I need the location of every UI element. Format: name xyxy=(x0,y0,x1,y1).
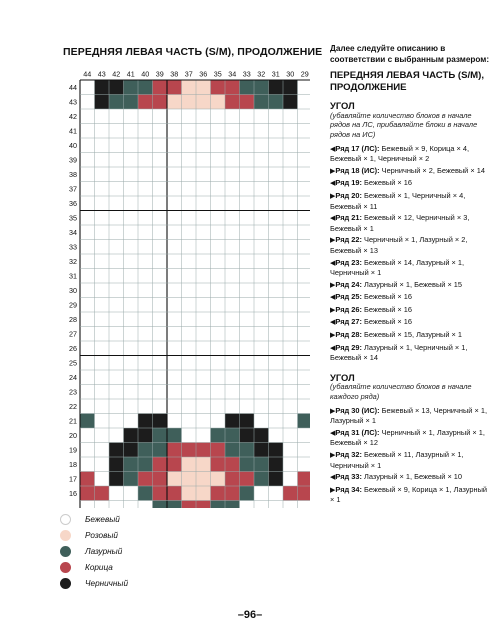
row-instruction xyxy=(330,191,490,211)
chart-cell xyxy=(124,80,139,95)
left-row-number: 42 xyxy=(69,111,77,121)
left-row-number: 32 xyxy=(69,256,77,266)
chart-cell xyxy=(196,486,211,501)
left-row-number: 43 xyxy=(69,97,77,107)
chart-cell xyxy=(225,414,240,429)
legend-label: Корица xyxy=(85,562,113,572)
left-row-number: 22 xyxy=(69,401,77,411)
row-instruction xyxy=(330,472,490,483)
chart-cell xyxy=(182,486,197,501)
row-text: Бежевый × 1, Черничный × 4, Бежевый × 11 xyxy=(330,190,466,211)
corner-note: (убавляйте количество блоков в начале каждого ряда) xyxy=(330,382,472,402)
top-column-number: 39 xyxy=(155,69,164,79)
row-instruction xyxy=(330,280,490,291)
chart-cell xyxy=(153,95,168,110)
chart-cell xyxy=(196,501,211,509)
chart-cell xyxy=(109,457,124,472)
chart-cell xyxy=(196,80,211,95)
row-instruction xyxy=(330,330,490,341)
chart-cell xyxy=(153,80,168,95)
row-instruction xyxy=(330,428,490,448)
chart-cell xyxy=(269,443,284,458)
knitting-chart xyxy=(60,66,310,508)
chart-cell xyxy=(182,457,197,472)
row-label: Ряд 26: xyxy=(335,304,362,314)
left-row-number: 18 xyxy=(69,459,77,469)
left-row-number: 34 xyxy=(69,227,77,237)
arrow-left-icon: ◀ xyxy=(330,215,336,223)
row-text: Бежевый × 16 xyxy=(361,304,412,314)
left-row-number: 30 xyxy=(69,285,77,295)
row-instruction xyxy=(330,305,490,316)
left-row-number: 28 xyxy=(69,314,77,324)
chart-cell xyxy=(240,486,255,501)
chart-cell xyxy=(167,95,182,110)
arrow-right-icon: ▶ xyxy=(330,167,336,175)
chart-cell xyxy=(298,414,311,429)
chart-cell xyxy=(182,501,197,509)
chart-cell xyxy=(254,457,269,472)
chart-cell xyxy=(211,443,226,458)
row-instruction xyxy=(330,144,490,164)
top-column-number: 30 xyxy=(286,69,295,79)
row-label: Ряд 19: xyxy=(335,178,362,188)
chart-cell xyxy=(211,501,226,509)
row-label: Ряд 34: xyxy=(335,484,362,494)
legend-item-lazurnyy xyxy=(60,544,122,558)
chart-cell xyxy=(80,472,95,487)
chart-cell xyxy=(153,457,168,472)
chart-cell xyxy=(138,443,153,458)
chart-cell xyxy=(138,457,153,472)
chart-cell xyxy=(283,486,298,501)
arrow-left-icon: ◀ xyxy=(330,474,336,482)
chart-cell xyxy=(269,95,284,110)
chart-cell xyxy=(283,95,298,110)
row-text: Лазурный × 1, Бежевый × 10 xyxy=(361,472,463,482)
chart-cell xyxy=(138,80,153,95)
row-text: Лазурный × 1, Черничный × 1, Бежевый × 14 xyxy=(330,342,468,363)
chart-cell xyxy=(211,80,226,95)
chart-cell xyxy=(124,457,139,472)
swatch-icon xyxy=(60,514,71,525)
chart-cell xyxy=(138,414,153,429)
row-label: Ряд 30 (ИС): xyxy=(335,405,380,415)
intro-text: Далее следуйте описанию в соответствии с выбранным размером: xyxy=(330,44,490,64)
chart-cell xyxy=(254,428,269,443)
row-label: Ряд 29: xyxy=(335,342,362,352)
left-row-number: 41 xyxy=(69,126,77,136)
row-instruction xyxy=(330,178,490,189)
chart-cell xyxy=(254,443,269,458)
swatch-icon xyxy=(60,530,71,541)
row-label: Ряд 18 (ИС): xyxy=(335,165,380,175)
chart-cell xyxy=(240,414,255,429)
section-title: ПЕРЕДНЯЯ ЛЕВАЯ ЧАСТЬ (S/M), ПРОДОЛЖЕНИЕ xyxy=(330,70,485,93)
arrow-left-icon: ◀ xyxy=(330,294,336,302)
chart-cell xyxy=(124,95,139,110)
arrow-right-icon: ▶ xyxy=(330,332,336,340)
left-row-number: 27 xyxy=(69,329,77,339)
chart-cell xyxy=(240,472,255,487)
chart-cell xyxy=(124,472,139,487)
row-label: Ряд 21: xyxy=(335,213,362,223)
corner-title: УГОЛ xyxy=(330,371,355,383)
chart-cell xyxy=(182,95,197,110)
chart-cell xyxy=(182,443,197,458)
top-column-number: 41 xyxy=(126,69,135,79)
chart-cell xyxy=(269,457,284,472)
left-row-number: 17 xyxy=(69,474,77,484)
chart-cell xyxy=(269,472,284,487)
left-row-number: 39 xyxy=(69,155,77,165)
swatch-icon xyxy=(60,546,71,557)
chart-cell xyxy=(138,472,153,487)
top-column-number: 32 xyxy=(257,69,266,79)
left-row-number: 33 xyxy=(69,242,77,252)
row-text: Лазурный × 1, Бежевый × 15 xyxy=(361,279,463,289)
chart-cell xyxy=(240,80,255,95)
chart-cell xyxy=(109,95,124,110)
arrow-right-icon: ▶ xyxy=(330,452,336,459)
chart-cell xyxy=(225,428,240,443)
row-text: Бежевый × 14, Лазурный × 1, Черничный × 1 xyxy=(330,257,465,278)
top-column-number: 31 xyxy=(271,69,280,79)
arrow-left-icon: ◀ xyxy=(330,180,336,188)
chart-cell xyxy=(124,443,139,458)
page-number: –96– xyxy=(237,609,263,621)
chart-cell xyxy=(80,414,95,429)
chart-cell xyxy=(225,80,240,95)
left-row-number: 31 xyxy=(69,271,77,281)
chart-cell xyxy=(124,428,139,443)
chart-cell xyxy=(109,443,124,458)
top-column-number: 43 xyxy=(97,69,106,79)
left-row-number: 40 xyxy=(69,140,77,150)
chart-cell xyxy=(240,457,255,472)
row-label: Ряд 27: xyxy=(335,317,362,327)
top-column-number: 34 xyxy=(228,69,237,79)
chart-cell xyxy=(225,457,240,472)
row-text: Бежевый × 12, Черничный × 3, Бежевый × 1 xyxy=(330,213,470,233)
chart-cell xyxy=(138,428,153,443)
chart-cell xyxy=(167,80,182,95)
row-text: Бежевый × 15, Лазурный × 1 xyxy=(361,330,463,340)
swatch-icon xyxy=(60,578,71,589)
chart-cell xyxy=(95,80,110,95)
chart-cell xyxy=(283,80,298,95)
chart-cell xyxy=(254,80,269,95)
chart-cell xyxy=(95,486,110,501)
top-column-number: 40 xyxy=(141,69,150,79)
chart-cell xyxy=(167,501,182,509)
chart-cell xyxy=(109,80,124,95)
chart-cell xyxy=(211,486,226,501)
row-label: Ряд 33: xyxy=(335,472,362,482)
row-instruction xyxy=(330,235,490,255)
chart-cell xyxy=(211,95,226,110)
left-row-number: 35 xyxy=(69,213,77,223)
row-text: Бежевый × 9, Корица × 1, Лазурный × 1 xyxy=(330,484,488,505)
arrow-right-icon: ▶ xyxy=(330,306,336,314)
row-text: Бежевый × 16 xyxy=(361,292,412,302)
row-label: Ряд 17 (ЛС): xyxy=(335,143,380,153)
left-row-number: 21 xyxy=(69,416,77,426)
chart-cell xyxy=(138,95,153,110)
left-row-number: 29 xyxy=(69,300,77,310)
top-column-number: 37 xyxy=(184,69,193,79)
chart-cell xyxy=(298,472,311,487)
row-text: Бежевый × 16 xyxy=(361,178,412,188)
chart-cell xyxy=(225,501,240,509)
row-text: Бежевый × 11, Лазурный × 1, Черничный × 1 xyxy=(330,450,464,470)
legend-item-bezhevyy xyxy=(60,512,120,526)
row-label: Ряд 23: xyxy=(335,257,362,267)
left-row-number: 16 xyxy=(69,488,77,498)
row-text: Черничный × 1, Лазурный × 1, Бежевый × 12 xyxy=(330,427,485,448)
row-instruction xyxy=(330,485,490,505)
chart-cell xyxy=(153,443,168,458)
row-instruction xyxy=(330,343,490,363)
chart-cell xyxy=(167,486,182,501)
chart-cell xyxy=(225,443,240,458)
left-row-number: 25 xyxy=(69,358,77,368)
chart-title: ПЕРЕДНЯЯ ЛЕВАЯ ЧАСТЬ (S/M), ПРОДОЛЖЕНИЕ xyxy=(63,46,323,58)
top-column-number: 44 xyxy=(83,69,92,79)
row-label: Ряд 25: xyxy=(335,292,362,302)
chart-cell xyxy=(254,472,269,487)
left-row-number: 19 xyxy=(69,445,77,455)
arrow-left-icon: ◀ xyxy=(330,429,336,437)
left-row-number: 38 xyxy=(69,169,77,179)
top-column-number: 29 xyxy=(300,69,309,79)
chart-cell xyxy=(211,472,226,487)
arrow-left-icon: ◀ xyxy=(330,319,336,327)
left-row-number: 24 xyxy=(69,372,77,382)
corner-title: УГОЛ xyxy=(330,100,355,112)
arrow-right-icon: ▶ xyxy=(330,281,336,289)
row-text: Бежевый × 9, Корица × 4, Бежевый × 1, Черничный × 2 xyxy=(330,143,470,164)
chart-cell xyxy=(196,472,211,487)
left-row-number: 26 xyxy=(69,343,77,353)
instructions-column xyxy=(330,44,490,506)
chart-cell xyxy=(240,428,255,443)
row-label: Ряд 32: xyxy=(335,450,362,459)
chart-cell xyxy=(240,95,255,110)
chart-cell xyxy=(225,486,240,501)
chart-cell xyxy=(269,80,284,95)
corner2-rows xyxy=(330,406,490,505)
chart-cell xyxy=(109,472,124,487)
chart-cell xyxy=(153,428,168,443)
row-text: Бежевый × 16 xyxy=(361,317,412,327)
chart-cell xyxy=(153,472,168,487)
chart-cell xyxy=(196,457,211,472)
legend-item-rozovyy xyxy=(60,528,118,542)
chart-cell xyxy=(80,486,95,501)
legend-item-chernichnyy xyxy=(60,576,128,590)
row-instruction xyxy=(330,406,490,426)
row-instruction xyxy=(330,450,490,470)
corner1-rows xyxy=(330,144,490,363)
left-row-number: 23 xyxy=(69,387,77,397)
arrow-right-icon: ▶ xyxy=(330,407,336,415)
legend-item-koritsa xyxy=(60,560,113,574)
chart-cell xyxy=(211,457,226,472)
chart-cell xyxy=(182,80,197,95)
chart-cell xyxy=(240,443,255,458)
legend-label: Бежевый xyxy=(85,514,120,524)
row-instruction xyxy=(330,213,490,233)
row-text: Бежевый × 13, Черничный × 1, Лазурный × 1 xyxy=(330,405,488,426)
row-label: Ряд 20: xyxy=(335,190,362,200)
swatch-icon xyxy=(60,562,71,573)
chart-cell xyxy=(153,486,168,501)
top-column-number: 38 xyxy=(170,69,179,79)
row-text: Черничный × 1, Лазурный × 2, Бежевый × 13 xyxy=(330,235,468,255)
row-instruction xyxy=(330,166,490,177)
chart-cell xyxy=(225,472,240,487)
corner-note: (убавляйте количество блоков в начале рядов на ЛС, прибавляйте блоки в начале рядов на ИС) xyxy=(330,110,478,139)
chart-cell xyxy=(196,95,211,110)
left-row-number: 37 xyxy=(69,184,77,194)
row-instruction xyxy=(330,292,490,303)
arrow-right-icon: ▶ xyxy=(330,192,336,200)
left-row-number: 44 xyxy=(69,82,77,92)
row-label: Ряд 24: xyxy=(335,279,362,289)
arrow-right-icon: ▶ xyxy=(330,237,336,245)
row-instruction xyxy=(330,317,490,328)
chart-cell xyxy=(196,443,211,458)
row-text: Черничный × 2, Бежевый × 14 xyxy=(379,165,485,175)
chart-cell xyxy=(298,486,311,501)
chart-cell xyxy=(167,457,182,472)
chart-cell xyxy=(167,472,182,487)
left-row-number: 20 xyxy=(69,430,77,440)
row-label: Ряд 31 (ЛС): xyxy=(335,427,380,437)
row-label: Ряд 28: xyxy=(335,330,362,340)
legend-label: Розовый xyxy=(85,530,118,540)
legend-label: Лазурный xyxy=(85,546,123,556)
chart-cell xyxy=(153,501,168,509)
top-column-number: 35 xyxy=(213,69,222,79)
top-column-number: 36 xyxy=(199,69,208,79)
chart-cell xyxy=(138,486,153,501)
arrow-left-icon: ◀ xyxy=(330,344,336,352)
left-row-number: 36 xyxy=(69,198,77,208)
chart-cell xyxy=(95,95,110,110)
arrow-left-icon: ◀ xyxy=(330,259,336,267)
chart-cell xyxy=(167,428,182,443)
row-instruction xyxy=(330,258,490,278)
chart-cell xyxy=(182,472,197,487)
chart-cell xyxy=(153,414,168,429)
chart-cell xyxy=(225,95,240,110)
chart-cell xyxy=(211,428,226,443)
chart-cell xyxy=(167,443,182,458)
top-column-number: 42 xyxy=(112,69,121,79)
legend-label: Черничный xyxy=(85,578,129,588)
chart-cell xyxy=(254,95,269,110)
arrow-left-icon: ◀ xyxy=(330,145,336,153)
arrow-right-icon: ▶ xyxy=(330,486,336,494)
top-column-number: 33 xyxy=(242,69,251,79)
row-label: Ряд 22: xyxy=(335,235,362,245)
